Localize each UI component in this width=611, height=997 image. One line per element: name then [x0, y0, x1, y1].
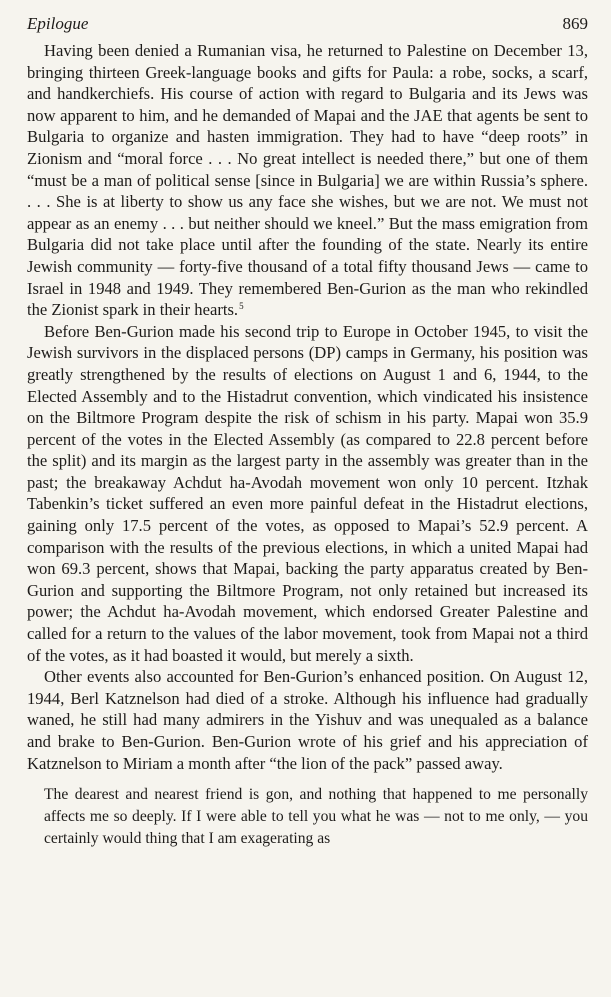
paragraph-1: [27, 40, 588, 321]
paragraph-3: [27, 666, 588, 774]
paragraph-text: Other events also accounted for Ben-Gurion’s enhanced position. On August 12, 1944, Berl Katznelson had died of a stroke. Although his influence had gradually waned, he still had many admirers in the Yishuv and was unequaled as a balance and brake to Ben-Gurion. Ben-Gurion wrote of his grief and his appreciation of Katznelson to Miriam a month after “the lion of the pack” passed away.: [27, 667, 588, 773]
page-number: 869: [562, 14, 588, 33]
page-header: [27, 14, 588, 40]
paragraph-2: [27, 321, 588, 667]
footnote-marker[interactable]: 5: [239, 300, 244, 311]
body-text: [27, 40, 588, 850]
running-head: Epilogue: [27, 14, 89, 33]
block-quote: The dearest and nearest friend is gon, and nothing that happened to me personally affects me so deeply. If I were able to tell you what he was — not to me only, — you certainly would thing that I am exagerating as: [44, 786, 588, 848]
paragraph-text: Before Ben-Gurion made his second trip to Europe in October 1945, to visit the Jewish survivors in the displaced persons (DP) camps in Germany, his position was greatly strengthened by the results of elections on August 1 and 6, 1944, to the Elected Assembly and to the Histadrut convention, which vindicated his insistence on the Biltmore Program despite the risk of schism in his party. Mapai won 35.9 percent of the votes in the Elected Assembly (as compared to 22.8 percent before the split) and its margin as the largest party in the assembly was greater than in the past; the breakaway Achdut ha-Avodah movement won only 10 percent. Itzhak Tabenkin’s ticket suffered an even more painful defeat in the Histadrut elections, gaining only 17.5 percent of the votes, as opposed to Mapai’s 52.9 percent. A comparison with the results of the previous elections, in which a united Mapai had won 69.3 percent, shows that Mapai, backing the party apparatus created by Ben-Gurion and supporting the Biltmore Program, not only retained but increased its power; the Achdut ha-Avodah movement, which endorsed Greater Palestine and called for a return to the values of the labor movement, took from Mapai not a third of the votes, as it had boasted it would, but merely a sixth.: [27, 321, 588, 665]
paragraph-text: Having been denied a Rumanian visa, he returned to Palestine on December 13, bringing thirteen Greek-language books and gifts for Paula: a robe, socks, a scarf, and handkerchiefs. His course of action with regard to Bulgaria and its Jews was now apparent to him, and he demanded of Mapai and the JAE that agents be sent to Bulgaria to organize and hasten immigration. They had to have “deep roots” in Zionism and “moral force . . . No great intellect is needed there,” but one of them “must be a man of political sense [since in Bulgaria] we are within Russia’s sphere. . . . She is at liberty to show us any face she wishes, but we are not. We must not appear as an enemy . . . but neither should we kneel.” But the mass emigration from Bulgaria did not take place until after the founding of the state. Nearly its entire Jewish community — forty-five thousand of a total fifty thousand Jews — came to Israel in 1948 and 1949. They remembered Ben-Gurion as the man who rekindled the Zionist spark in their hearts.: [27, 41, 588, 320]
